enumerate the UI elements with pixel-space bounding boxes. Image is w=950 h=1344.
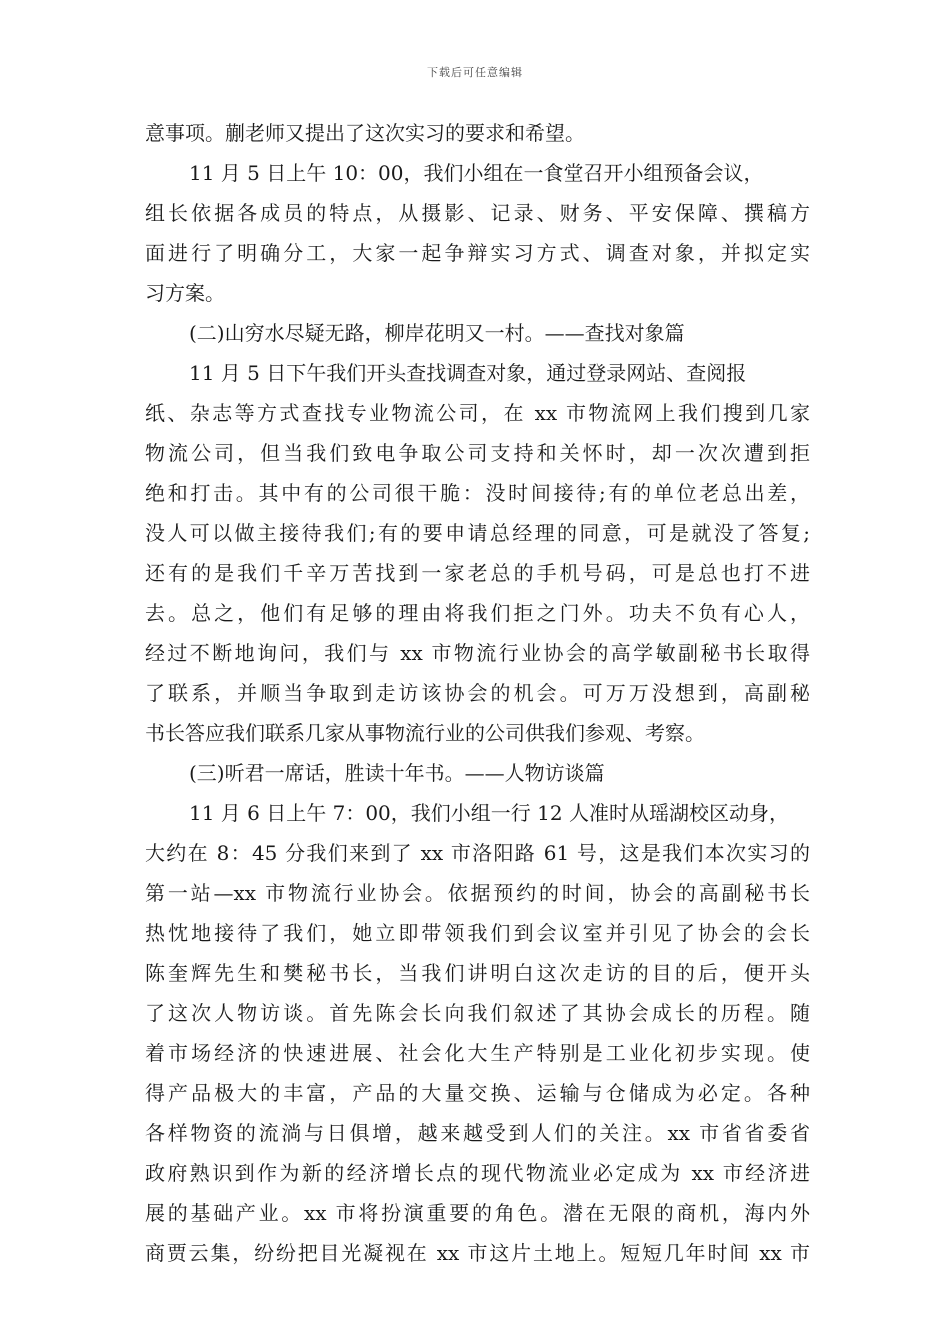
text-line: 大约在 8：45 分我们来到了 xx 市洛阳路 61 号，这是我们本次实习的	[145, 841, 810, 865]
text-line: 去。总之，他们有足够的理由将我们拒之门外。功夫不负有心人，	[145, 601, 810, 625]
page-header: 下载后可任意编辑	[427, 66, 523, 79]
text-line: 还有的是我们千辛万苦找到一家老总的手机号码，可是总也打不进	[145, 561, 810, 585]
text-line: 纸、杂志等方式查找专业物流公司，在 xx 市物流网上我们搜到几家	[145, 401, 810, 425]
text-line: 物流公司，但当我们致电争取公司支持和关怀时，却一次次遭到拒	[145, 441, 810, 465]
text-line: 组长依据各成员的特点，从摄影、记录、财务、平安保障、撰稿方	[145, 201, 810, 225]
paragraph-first-line: 11 月 5 日下午我们开头查找调查对象，通过登录网站、查阅报	[189, 361, 747, 385]
text-line: 没人可以做主接待我们;有的要申请总经理的同意，可是就没了答复;	[145, 521, 810, 545]
section-heading: (三)听君一席话，胜读十年书。——人物访谈篇	[189, 761, 605, 785]
text-line: 了这次人物访谈。首先陈会长向我们叙述了其协会成长的历程。随	[145, 1001, 810, 1025]
text-line: 习方案。	[145, 281, 225, 305]
section-heading: (二)山穷水尽疑无路，柳岸花明又一村。——查找对象篇	[189, 321, 685, 345]
text-line: 经过不断地询问，我们与 xx 市物流行业协会的高学敏副秘书长取得	[145, 641, 810, 665]
paragraph-first-line: 11 月 6 日上午 7：00，我们小组一行 12 人准时从瑶湖校区动身，	[189, 801, 789, 825]
text-line: 热忱地接待了我们，她立即带领我们到会议室并引见了协会的会长	[145, 921, 810, 945]
text-line: 展的基础产业。xx 市将扮演重要的角色。潜在无限的商机，海内外	[145, 1201, 810, 1225]
document-body	[145, 113, 810, 1273]
text-line: 政府熟识到作为新的经济增长点的现代物流业必定成为 xx 市经济进	[145, 1161, 810, 1185]
text-line: 绝和打击。其中有的公司很干脆：没时间接待;有的单位老总出差，	[145, 481, 810, 505]
text-line: 意事项。蒯老师又提出了这次实习的要求和希望。	[145, 121, 585, 145]
text-line: 得产品极大的丰富，产品的大量交换、运输与仓储成为必定。各种	[145, 1081, 810, 1105]
text-line: 面进行了明确分工，大家一起争辩实习方式、调查对象，并拟定实	[145, 241, 810, 265]
text-line: 了联系，并顺当争取到走访该协会的机会。可万万没想到，高副秘	[145, 681, 810, 705]
text-line: 商贾云集，纷纷把目光凝视在 xx 市这片土地上。短短几年时间 xx 市	[145, 1241, 810, 1265]
text-line: 陈奎辉先生和樊秘书长，当我们讲明白这次走访的目的后，便开头	[145, 961, 810, 985]
text-line: 书长答应我们联系几家从事物流行业的公司供我们参观、考察。	[145, 721, 705, 745]
text-line: 着市场经济的快速进展、社会化大生产特别是工业化初步实现。使	[145, 1041, 810, 1065]
paragraph-first-line: 11 月 5 日上午 10：00，我们小组在一食堂召开小组预备会议，	[189, 161, 764, 185]
text-line: 各样物资的流淌与日俱增，越来越受到人们的关注。xx 市省省委省	[145, 1121, 810, 1145]
text-line: 第一站—xx 市物流行业协会。依据预约的时间，协会的高副秘书长	[145, 881, 810, 905]
